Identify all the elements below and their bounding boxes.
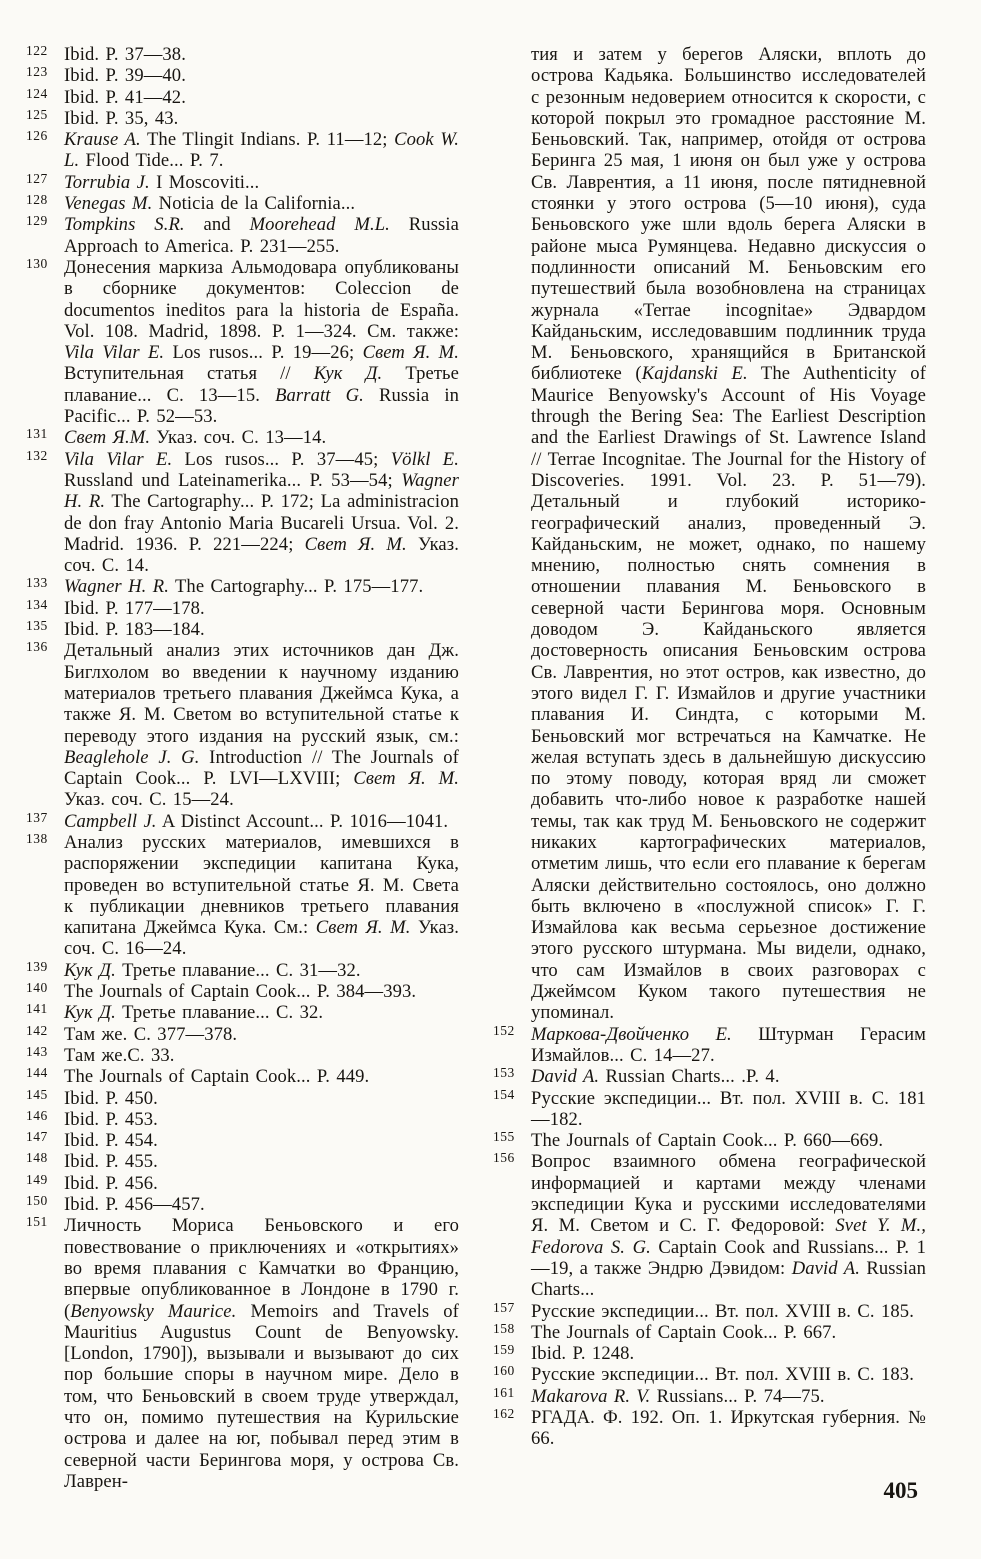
footnote-number: 150 <box>26 1193 48 1209</box>
footnote-number: 147 <box>26 1129 48 1145</box>
footnote-number: 156 <box>493 1150 515 1166</box>
footnote-item <box>491 1407 926 1450</box>
cited-author-name: Cook W. L. <box>64 129 459 172</box>
note-text: The Tlingit Indians. P. 11—12; <box>140 129 395 151</box>
footnote-number: 158 <box>493 1320 515 1336</box>
footnote-number: 130 <box>26 255 48 271</box>
footnote-number: 148 <box>26 1150 48 1166</box>
note-text: Вопрос взаимного обмена географической информацией и картами между членами экспедиции Кука и русскими исследователями Я. М. Светом и С. Г. Федоровой: <box>531 1151 926 1237</box>
footnote-number: 137 <box>26 809 48 825</box>
footnote-item <box>491 1343 926 1364</box>
footnote-number: 160 <box>493 1363 515 1379</box>
footnote-item <box>24 172 459 193</box>
footnote-number: 143 <box>26 1043 48 1059</box>
note-text: Captain Cook and Russians... P. 1—19, а также Эндрю Дэвидом: <box>531 1236 927 1279</box>
cited-author-name: Barratt G. <box>275 384 364 406</box>
note-text: Там же. С. 377—378. <box>64 1023 238 1045</box>
footnote-number: 123 <box>26 64 48 80</box>
footnote-number: 138 <box>26 830 48 846</box>
cited-author-name: David A. <box>791 1257 860 1279</box>
cited-author-name: Кук Д. <box>313 363 383 385</box>
note-text: Russians... P. 74—75. <box>650 1385 825 1407</box>
note-text: Ibid. P. 39—40. <box>64 65 186 87</box>
footnote-number: 162 <box>493 1406 515 1421</box>
page-number: 405 <box>883 1477 918 1503</box>
note-text: Los rusos... P. 37—45; <box>172 448 391 470</box>
cited-author-name: Krause A. <box>64 129 141 151</box>
note-text: Ibid. P. 455. <box>64 1151 158 1173</box>
footnote-item <box>24 427 459 448</box>
footnote-number: 133 <box>26 575 48 591</box>
note-text: Ibid. P. 177—178. <box>64 597 205 619</box>
cited-author-name: Vila Vilar E. <box>64 448 173 470</box>
footnote-number: 140 <box>26 980 48 996</box>
cited-author-name: Beaglehole J. G. <box>64 746 200 768</box>
note-text: Ibid. P. 1248. <box>531 1343 635 1365</box>
note-text: Штурман Герасим Измайлов... С. 14—27. <box>531 1023 926 1066</box>
note-text: Указ. соч. С. 13—14. <box>150 427 327 449</box>
cited-author-name: Wagner H. R. <box>64 576 169 598</box>
cited-author-name: Venegas M. <box>64 193 153 215</box>
footnote-item <box>491 1066 926 1087</box>
cited-author-name: Свет Я. М. <box>362 342 459 364</box>
footnote-item <box>24 214 459 257</box>
footnote-item <box>24 257 459 427</box>
footnote-item <box>24 1173 459 1194</box>
note-text: A Distinct Account... P. 1016—1041. <box>156 810 449 832</box>
note-text: and <box>184 214 250 236</box>
note-text: I Moscoviti... <box>149 171 260 193</box>
note-text: Flood Tide... P. 7. <box>79 150 224 172</box>
footnote-item <box>24 1045 459 1066</box>
footnote-item <box>24 44 459 65</box>
note-text: Ibid. P. 37—38. <box>64 44 186 65</box>
note-text: Ibid. P. 454. <box>64 1130 158 1152</box>
footnote-item <box>491 1301 926 1322</box>
footnote-item <box>491 1386 926 1407</box>
footnote-number: 159 <box>493 1342 515 1358</box>
cited-author-name: Campbell J. <box>64 810 157 832</box>
note-text: Russia in Pacific... P. 52—53. <box>64 384 459 428</box>
note-text: Ibid. P. 453. <box>64 1108 158 1130</box>
note-text: Ibid. P. 456. <box>64 1172 158 1194</box>
note-text: Третье плавание... С. 31—32. <box>115 959 361 981</box>
footnote-item <box>24 619 459 640</box>
footnote-number: 124 <box>26 85 48 101</box>
footnote-number: 128 <box>26 192 48 208</box>
note-text: Russia Approach to America. P. 231—255. <box>64 214 459 257</box>
footnote-number: 152 <box>493 1022 515 1038</box>
note-text: Третье плавание... С. 32. <box>115 1002 324 1024</box>
footnote-number: 154 <box>493 1086 515 1102</box>
cited-author-name: Свет Я. М. <box>353 768 459 790</box>
footnote-number: 155 <box>493 1129 515 1145</box>
footnote-item <box>24 1024 459 1045</box>
note-text: Русские экспедиции... Вт. пол. XVIII в. С. 181—182. <box>531 1087 926 1130</box>
note-text: Детальный анализ этих источников дан Дж. Биглхолом во введении к научному изданию материалов третьего плавания Джеймса Кука, а также Я. М. Светом во вступительной статье к переводу этого издания на русский язык, см.: <box>64 640 459 747</box>
cited-author-name: Makarova R. V. <box>531 1385 651 1407</box>
footnote-item <box>24 1151 459 1172</box>
footnote-item <box>491 1364 926 1385</box>
footnote-item <box>24 65 459 86</box>
footnote-item <box>24 1215 459 1492</box>
footnote-item <box>24 981 459 1002</box>
footnote-number: 149 <box>26 1171 48 1187</box>
note-text: РГАДА. Ф. 192. Оп. 1. Иркутская губерния. № 66. <box>531 1407 926 1450</box>
footnote-number: 157 <box>493 1299 515 1315</box>
footnote-number: 132 <box>26 447 48 463</box>
note-text: The Journals of Captain Cook... P. 384—393. <box>64 981 417 1003</box>
footnote-item <box>24 960 459 981</box>
cited-author-name: Völkl E. <box>390 448 459 470</box>
footnote-number: 144 <box>26 1065 48 1081</box>
cited-author-name: Маркова-Двойченко Е. <box>531 1023 732 1045</box>
footnote-number: 122 <box>26 43 48 58</box>
footnote-number: 129 <box>26 213 48 229</box>
footnote-number: 142 <box>26 1022 48 1038</box>
note-text: Русские экспедиции... Вт. пол. XVIII в. С. 183. <box>531 1364 914 1386</box>
cited-author-name: Svet Y. M., Fedorova S. G. <box>531 1215 926 1258</box>
footnote-item <box>24 1002 459 1023</box>
footnote-number: 141 <box>26 1001 48 1017</box>
note-text: Los rusos... P. 19—26; <box>164 342 363 364</box>
footnote-item <box>491 1322 926 1343</box>
note-text: Ibid. P. 35, 43. <box>64 107 179 129</box>
note-text: Русские экспедиции... Вт. пол. XVIII в. С. 185. <box>531 1300 914 1322</box>
note-text: Вступительная статья // <box>64 363 314 385</box>
footnote-item <box>24 832 459 960</box>
note-text: Noticia de la California... <box>152 193 356 215</box>
footnotes-column-left <box>24 44 459 1559</box>
footnote-item <box>24 87 459 108</box>
footnote-number: 135 <box>26 618 48 634</box>
note-text: The Journals of Captain Cook... P. 660—669. <box>531 1130 884 1152</box>
footnote-item <box>24 1130 459 1151</box>
footnote-number: 125 <box>26 106 48 122</box>
footnote-item <box>24 640 459 810</box>
note-text: Introduction // The Journals of Captain Cook... P. LVI—LXVIII; <box>64 746 459 790</box>
note-text: Memoirs and Travels of Mauritius Augustus Count de Benyowsky. [London, 1790]), вызывали и вызывают до сих пор большие споры в научном мире. Дело в том, что Беньовский в своем труде утверждал, что он, помимо путешествия на Курильские острова и далее на юг, побывал перед этим в северной части Берингова моря, у острова Св. Лаврен- <box>64 1300 459 1492</box>
cited-author-name: Torrubia J. <box>64 171 150 193</box>
footnote-item <box>24 193 459 214</box>
note-text: The Journals of Captain Cook... P. 449. <box>64 1066 370 1088</box>
footnote-item <box>24 1088 459 1109</box>
footnote-number: 161 <box>493 1384 515 1400</box>
footnote-item <box>24 598 459 619</box>
footnotes-list-right <box>491 1024 926 1450</box>
footnote-number: 153 <box>493 1065 515 1081</box>
note-text: Анализ русских материалов, имевшихся в распоряжении экспедиции капитана Кука, проведен во вступительной статье Я. М. Света к публикации дневников третьего плавания капитана Джеймса Кука. См.: <box>64 831 459 939</box>
text-column-right <box>491 44 926 1559</box>
cited-author-name: Vila Vilar E. <box>64 342 165 364</box>
footnote-item <box>24 811 459 832</box>
footnote-number: 127 <box>26 170 48 186</box>
note-text: Донесения маркиза Альмодовара опубликованы в сборнике документов: Coleccion de documentos ineditos para la historia de España. Vol. 108. Madrid, 1898. P. 1—324. См. также: <box>64 256 459 342</box>
note-text: The Cartography... P. 175—177. <box>168 576 424 598</box>
footnote-item <box>24 576 459 597</box>
note-text: Там же.С. 33. <box>64 1044 175 1066</box>
cited-author-name: Свет Я. М. <box>315 917 411 939</box>
footnote-number: 139 <box>26 958 48 974</box>
note-text: The Journals of Captain Cook... P. 667. <box>531 1321 837 1343</box>
footnote-item <box>24 1109 459 1130</box>
cited-author-name: Свет Я.М. <box>64 427 151 449</box>
note-text: Ibid. P. 450. <box>64 1087 158 1109</box>
footnote-number: 151 <box>26 1214 48 1230</box>
note-text: Ibid. P. 183—184. <box>64 619 205 641</box>
footnote-number: 126 <box>26 128 48 144</box>
cited-author-name: Wagner H. R. <box>64 469 459 513</box>
footnote-number: 131 <box>26 426 48 442</box>
cited-author-name: Свет Я. М. <box>304 533 407 555</box>
note-text: Ibid. P. 456—457. <box>64 1194 205 1216</box>
note-text: тия и затем у берегов Аляски, вплоть до острова Кадьяка. Большинство исследователей с резонным недоверием относится к скорости, с которой покрыл это громадное расстояние М. Беньовский. Так, например, отойдя от острова Беринга 25 мая, 1 июня он был уже у острова Св. Лаврентия, а 11 июня, после пятидневной стоянки у этого острова (5—10 июня), суда Беньовского уже шли вдоль берега Аляски в районе мыса Румянцева. Недавно дискуссия о подлинности описаний М. Беньовским его путешествий была возобновлена на страницах журнала «Terrae incognitae» Эдвардом Кайданьским, исследовавшим подлинник труда М. Беньовского, хранящийся в Британской библиотеке ( <box>531 44 926 385</box>
cited-author-name: Кук Д. <box>64 1002 116 1024</box>
footnote-item <box>24 1194 459 1215</box>
footnote-item <box>24 108 459 129</box>
footnote-number: 136 <box>26 639 48 655</box>
cited-author-name: Tompkins S.R. <box>64 214 185 236</box>
continuation-paragraph <box>491 44 926 1024</box>
footnote-item <box>24 449 459 577</box>
note-text: Указ. соч. С. 15—24. <box>64 789 234 811</box>
note-text: Личность Мориса Беньовского и его повествование о приключениях и «открытиях» во время плавания с Камчатки во Францию, впервые опубликованное в Лондоне в 1790 г. ( <box>64 1215 459 1322</box>
note-text: Указ. соч. С. 16—24. <box>64 917 459 960</box>
note-text: Ibid. P. 41—42. <box>64 86 186 108</box>
footnote-number: 145 <box>26 1086 48 1102</box>
note-text: Третье плавание... С. 13—15. <box>64 363 459 406</box>
footnote-number: 134 <box>26 596 48 612</box>
note-text: Russland und Lateinamerika... P. 53—54; <box>64 469 402 491</box>
footnote-number: 146 <box>26 1107 48 1123</box>
note-text: The Authenticity of Maurice Benyowsky's Account of His Voyage through the Bering Sea: The Earliest Description and the Earliest Drawings of St. Lawrence Island // Terrae Incognitae. The Journal for the History of Discoveries. 1991. Vol. 23. P. 51—79). Детальный и глубокий историко-географический анализ, проведенный Э. Кайданьским, не может, однако, по нашему мнению, полностью снять сомнения в отношении плавания М. Беньовского в северной части Берингова моря. Основным доводом Э. Кайданьского является достоверность описания Беньовским острова Св. Лаврентия, но этот остров, как известно, до этого видел Г. Г. Измайлов и другие участники плавания И. Синдта, с которыми М. Беньовский мог встречаться на Камчатке. Не желая вступать здесь в дальнейшую дискуссию по этому поводу, которая вряд ли сможет добавить что-либо новое к разработке нашей темы, так как труд М. Беньовского не содержит никаких картографических материалов, отметим лишь, что если его плавание к берегам Аляски действительно состоялось, оно должно быть включено в «послужной список» Г. Г. Измайлова как весьма серьезное достижение этого русского штурмана. Мы видели, однако, что сам Измайлов в своих разговорах с Джеймсом Куком такого путешествия не упоминал. <box>531 363 926 1024</box>
cited-author-name: David A. <box>531 1066 600 1088</box>
footnote-item <box>491 1130 926 1151</box>
note-text: Russian Charts... .P. 4. <box>599 1066 780 1088</box>
cited-author-name: Benyowsky Maurice. <box>70 1300 237 1322</box>
note-text: The Cartography... P. 172; La administracion de don fray Antonio Maria Bucareli Ursua. Vol. 2. Madrid. 1936. P. 221—224; <box>64 491 459 555</box>
footnote-item <box>491 1088 926 1131</box>
footnote-item <box>491 1151 926 1300</box>
footnote-item <box>24 129 459 172</box>
footnote-item <box>24 1066 459 1087</box>
cited-author-name: Moorehead M.L. <box>249 214 390 236</box>
cited-author-name: Kajdanski E. <box>641 363 748 385</box>
cited-author-name: Кук Д. <box>64 959 116 981</box>
footnote-item <box>491 1024 926 1067</box>
note-text: Russian Charts... <box>531 1257 926 1301</box>
note-text: Указ. соч. С. 14. <box>64 533 459 577</box>
